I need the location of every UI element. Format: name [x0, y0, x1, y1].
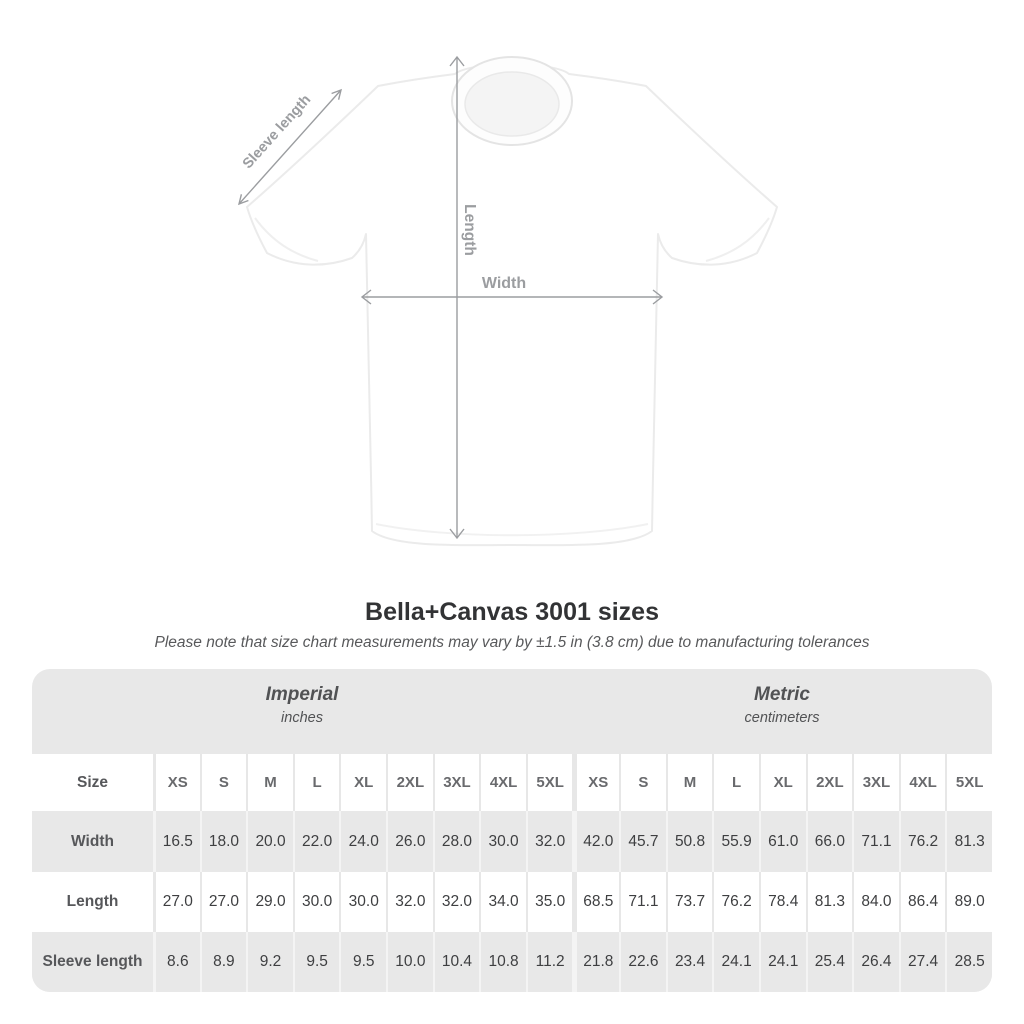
size-header-cell: M — [666, 754, 713, 811]
imperial-unit-sub: inches — [281, 710, 323, 726]
measurement-value-cell: 26.4 — [852, 932, 899, 992]
measurement-value-cell: 18.0 — [200, 811, 247, 872]
measurement-value-cell: 76.2 — [712, 872, 759, 932]
measurement-value-cell: 32.0 — [386, 872, 433, 932]
collar-inner — [465, 72, 559, 136]
measurement-value-cell: 42.0 — [572, 811, 619, 872]
measurement-value-cell: 84.0 — [852, 872, 899, 932]
measurement-value-cell: 26.0 — [386, 811, 433, 872]
size-header-cell: 3XL — [852, 754, 899, 811]
size-header-cell: XL — [339, 754, 386, 811]
measurement-value-cell: 55.9 — [712, 811, 759, 872]
measurement-value-cell: 21.8 — [572, 932, 619, 992]
size-header-cell: 2XL — [386, 754, 433, 811]
measurement-value-cell: 25.4 — [806, 932, 853, 992]
measurement-value-cell: 9.5 — [339, 932, 386, 992]
measurement-value-cell: 28.5 — [945, 932, 992, 992]
measurement-value-cell: 34.0 — [479, 872, 526, 932]
measurement-value-cell: 32.0 — [526, 811, 573, 872]
size-header-cell: XS — [572, 754, 619, 811]
measurement-value-cell: 71.1 — [619, 872, 666, 932]
measurement-value-cell: 23.4 — [666, 932, 713, 992]
measurement-value-cell: 66.0 — [806, 811, 853, 872]
row-label: Sleeve length — [32, 932, 153, 992]
measurement-value-cell: 45.7 — [619, 811, 666, 872]
size-chart-table — [32, 669, 992, 992]
size-header-cell: L — [293, 754, 340, 811]
size-header-cell: L — [712, 754, 759, 811]
measurement-value-cell: 61.0 — [759, 811, 806, 872]
measurement-value-cell: 9.2 — [246, 932, 293, 992]
measurement-value-cell: 76.2 — [899, 811, 946, 872]
size-header-cell: 4XL — [899, 754, 946, 811]
page-title: Bella+Canvas 3001 sizes — [365, 598, 659, 626]
sleeve-length-label: Sleeve length — [239, 91, 315, 173]
measurement-value-cell: 24.1 — [759, 932, 806, 992]
measurement-value-cell: 32.0 — [433, 872, 480, 932]
metric-unit-header — [572, 669, 992, 754]
size-header-cell: XS — [153, 754, 200, 811]
size-header-cell: 4XL — [479, 754, 526, 811]
measurement-value-cell: 50.8 — [666, 811, 713, 872]
size-header-cell: S — [200, 754, 247, 811]
measurement-value-cell: 68.5 — [572, 872, 619, 932]
measurement-value-cell: 9.5 — [293, 932, 340, 992]
measurement-value-cell: 78.4 — [759, 872, 806, 932]
measurement-value-cell: 30.0 — [479, 811, 526, 872]
imperial-unit-name: Imperial — [265, 684, 339, 705]
metric-unit-sub: centimeters — [744, 710, 820, 726]
length-label: Length — [461, 204, 478, 256]
unit-header-band — [32, 669, 992, 754]
measurement-value-cell: 81.3 — [806, 872, 853, 932]
measurement-value-cell: 71.1 — [852, 811, 899, 872]
measurement-value-cell: 27.4 — [899, 932, 946, 992]
measurement-value-cell: 29.0 — [246, 872, 293, 932]
size-header-cell: S — [619, 754, 666, 811]
measurement-value-cell: 86.4 — [899, 872, 946, 932]
metric-unit-name: Metric — [754, 684, 810, 705]
measurement-value-cell: 10.8 — [479, 932, 526, 992]
measurement-value-cell: 8.6 — [153, 932, 200, 992]
measurement-value-cell: 27.0 — [200, 872, 247, 932]
measurement-value-cell: 8.9 — [200, 932, 247, 992]
measurement-value-cell: 30.0 — [293, 872, 340, 932]
size-header-cell: 3XL — [433, 754, 480, 811]
size-header-cell: M — [246, 754, 293, 811]
width-label: Width — [481, 275, 527, 292]
size-header-cell: XL — [759, 754, 806, 811]
tolerance-note: Please note that size chart measurements may vary by ±1.5 in (3.8 cm) due to manufacturing tolerances — [154, 634, 870, 651]
measurement-value-cell: 27.0 — [153, 872, 200, 932]
measurement-value-cell: 11.2 — [526, 932, 573, 992]
size-header-cell: 5XL — [945, 754, 992, 811]
measurement-value-cell: 89.0 — [945, 872, 992, 932]
measurement-value-cell: 10.4 — [433, 932, 480, 992]
measurement-value-cell: 30.0 — [339, 872, 386, 932]
measurement-value-cell: 22.6 — [619, 932, 666, 992]
row-label: Width — [32, 811, 153, 872]
measurement-value-cell: 16.5 — [153, 811, 200, 872]
measurement-value-cell: 10.0 — [386, 932, 433, 992]
size-header-cell: 5XL — [526, 754, 573, 811]
size-column-label: Size — [32, 754, 153, 811]
measurement-value-cell: 73.7 — [666, 872, 713, 932]
measurement-value-cell: 35.0 — [526, 872, 573, 932]
measurement-value-cell: 20.0 — [246, 811, 293, 872]
imperial-unit-header — [32, 669, 572, 754]
row-label: Length — [32, 872, 153, 932]
size-grid — [32, 754, 992, 992]
measurement-value-cell: 24.0 — [339, 811, 386, 872]
measurement-value-cell: 81.3 — [945, 811, 992, 872]
size-header-cell: 2XL — [806, 754, 853, 811]
measurement-value-cell: 28.0 — [433, 811, 480, 872]
measurement-value-cell: 24.1 — [712, 932, 759, 992]
measurement-value-cell: 22.0 — [293, 811, 340, 872]
